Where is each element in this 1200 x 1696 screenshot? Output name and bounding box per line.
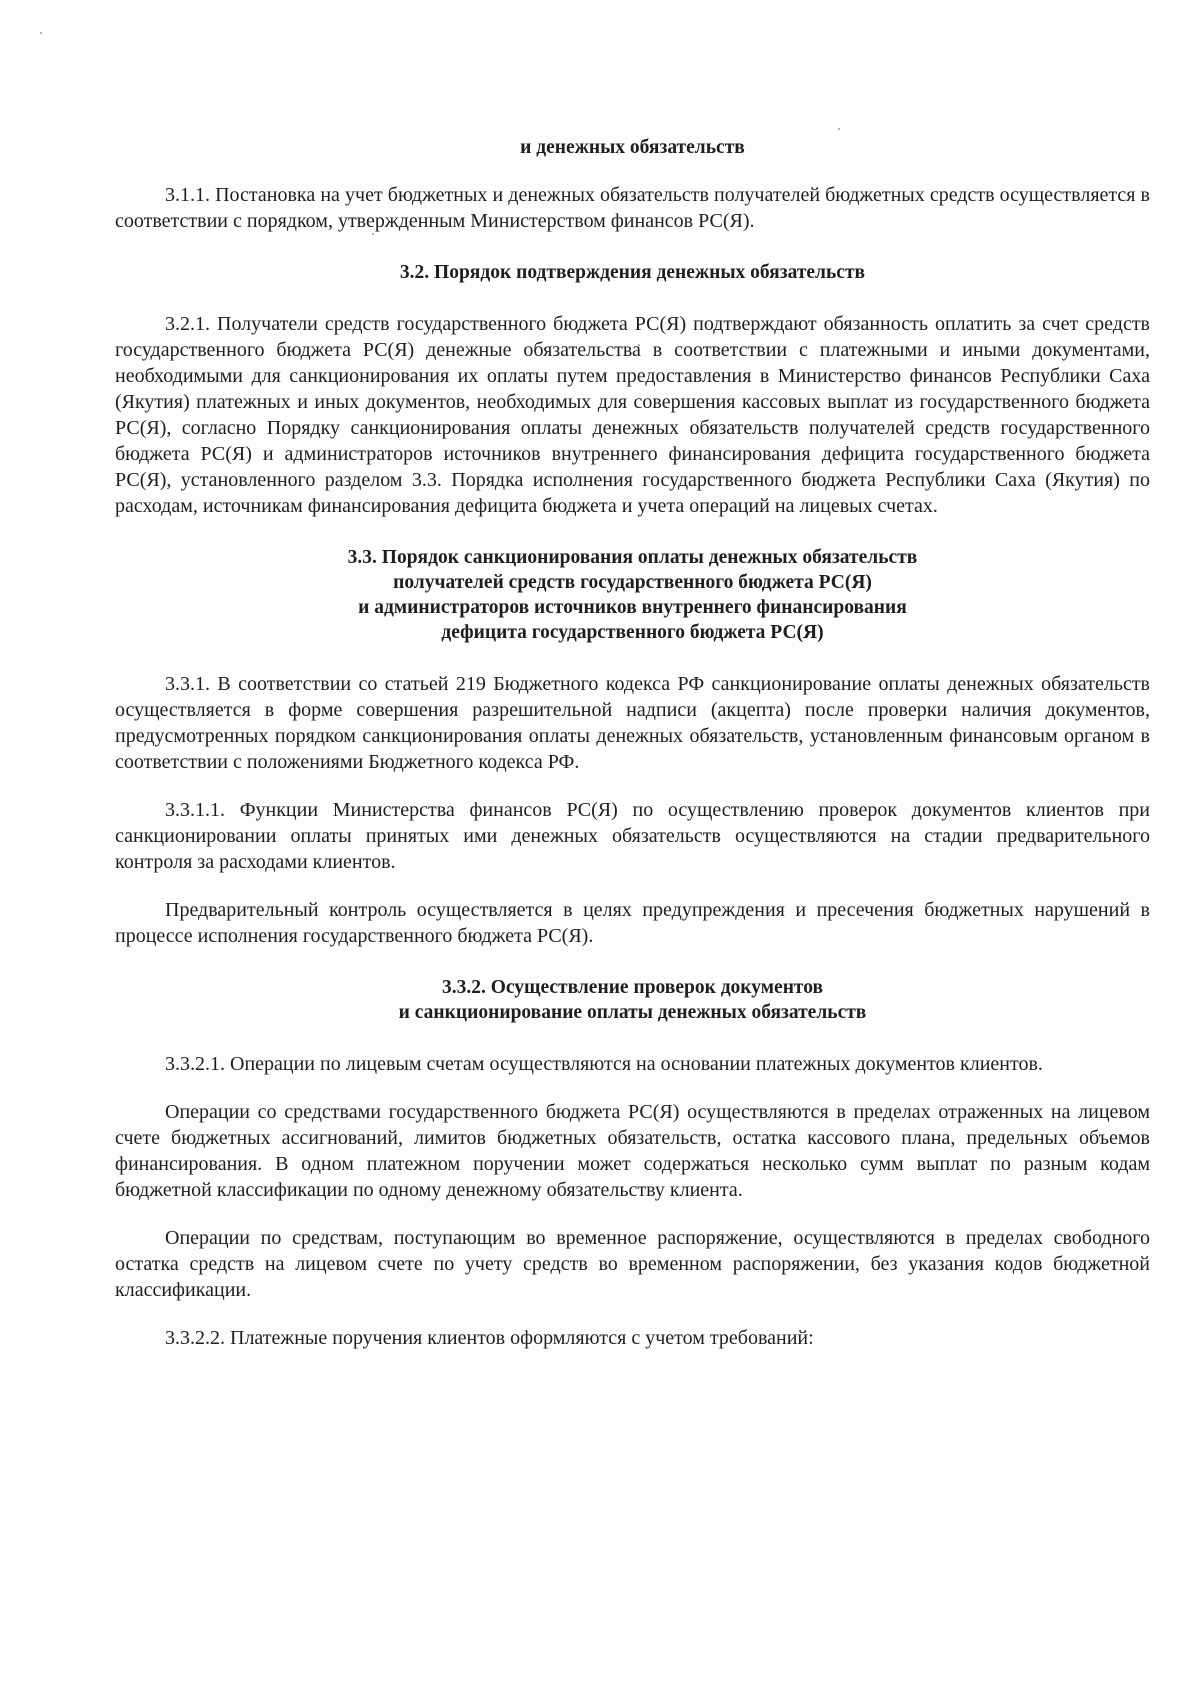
paragraph-3-3-1: 3.3.1. В соответствии со статьей 219 Бюджетного кодекса РФ санкционирование оплаты денежных обязательств осуществляется в форме совершения разрешительной надписи (акцепта) после проверки наличия документов, предусмотренных порядком санкционирования оплаты денежных обязательств, установленным финансовым органом в соответствии с положениями Бюджетного кодекса РФ. xyxy=(115,673,1150,773)
heading-line: 3.3.2. Осуществление проверок документов xyxy=(441,977,824,998)
paragraph-3-3-2-1: 3.3.2.1. Операции по лицевым счетам осуществляются на основании платежных документов клиентов. xyxy=(165,1053,1043,1075)
paragraph-3-3-2-2: 3.3.2.2. Платежные поручения клиентов оформляются с учетом требований: xyxy=(165,1327,814,1349)
paragraph-3-3-1-1: 3.3.1.1. Функции Министерства финансов РС(Я) по осуществлению проверок документов клиентов при санкционировании оплаты принятых ими денежных обязательств осуществляются на стадии предварительного контроля за расходами клиентов. xyxy=(115,799,1150,873)
paragraph-3-2-1: 3.2.1. Получатели средств государственного бюджета РС(Я) подтверждают обязанность оплатить за счет средств государственного бюджета РС(Я) денежные обязательства в соответствии с платежными и иными документами, необходимыми для санкционирования их оплаты путем предоставления в Министерство финансов Республики Саха (Якутия) платежных и иных документов, необходимых для совершения кассовых выплат из государственного бюджета РС(Я), согласно Порядку санкционирования оплаты денежных обязательств получателей средств государственного бюджета РС(Я) и администраторов источников внутреннего финансирования дефицита государственного бюджета РС(Я), установленного разделом 3.3. Порядка исполнения государственного бюджета Республики Саха (Якутия) по расходам, источникам финансирования дефицита бюджета и учета операций на лицевых счетах. xyxy=(115,313,1150,517)
scan-speck xyxy=(40,32,42,34)
paragraph-3-1-1: 3.1.1. Постановка на учет бюджетных и денежных обязательств получателей бюджетных средств осуществляется в соответствии с порядком, утвержденным Министерством финансов РС(Я). xyxy=(115,184,1150,232)
paragraph-operations-temporary: Операции по средствам, поступающим во временное распоряжение, осуществляются в пределах свободного остатка средств на лицевом счете по учету средств во временном распоряжении, без указания кодов бюджетной классификации. xyxy=(115,1227,1150,1301)
heading-line: дефицита государственного бюджета РС(Я) xyxy=(441,622,824,643)
scan-speck xyxy=(838,128,840,130)
paragraph-preliminary-control: Предварительный контроль осуществляется в целях предупреждения и пресечения бюджетных нарушений в процессе исполнения государственного бюджета РС(Я). xyxy=(115,899,1150,947)
section-heading-3-3-2 xyxy=(115,975,1150,1025)
section-heading-3-3 xyxy=(115,545,1150,645)
paragraph-operations-funds: Операции со средствами государственного бюджета РС(Я) осуществляются в пределах отраженных на лицевом счете бюджетных ассигнований, лимитов бюджетных обязательств, остатка кассового плана, предельных объемов финансирования. В одном платежном поручении может содержаться несколько сумм выплат по разным кодам бюджетной классификации по одному денежному обязательству клиента. xyxy=(115,1101,1150,1201)
heading-line: и санкционирование оплаты денежных обязательств xyxy=(398,1002,867,1023)
heading-line: получателей средств государственного бюджета РС(Я) xyxy=(393,572,872,593)
section-heading-3-2: 3.2. Порядок подтверждения денежных обязательств xyxy=(399,262,866,283)
section-heading-continued: и денежных обязательств xyxy=(520,137,745,158)
heading-line: и администраторов источников внутреннего финансирования xyxy=(358,597,907,618)
document-body xyxy=(115,135,1150,1351)
heading-line: 3.3. Порядок санкционирования оплаты денежных обязательств xyxy=(347,547,918,568)
